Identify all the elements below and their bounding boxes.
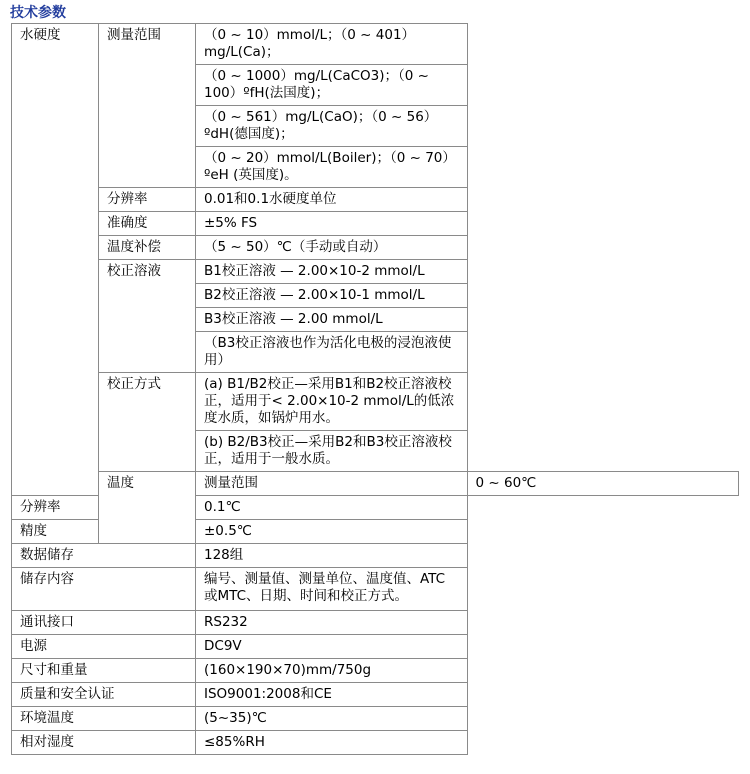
table-row (12, 212, 739, 236)
row-value-power: DC9V (196, 635, 468, 659)
row-label-interface: 通讯接口 (12, 611, 196, 635)
hardness-range-line: （0 ~ 1000）mg/L(CaCO3)；（0 ~ 100）ºfH(法国度)； (196, 65, 468, 106)
table-row (12, 611, 739, 635)
table-row (12, 659, 739, 683)
table-row (12, 260, 739, 284)
row-label-certification: 质量和安全认证 (12, 683, 196, 707)
row-value-interface: RS232 (196, 611, 468, 635)
label-hardness-accuracy: 准确度 (99, 212, 196, 236)
table-row (12, 683, 739, 707)
table-row (12, 24, 739, 65)
label-calibration-solution: 校正溶液 (99, 260, 196, 373)
calibration-method-line: (a) B1/B2校正—采用B1和B2校正溶液校正，适用于< 2.00×10-2 mmol/L的低浓度水质，如锅炉用水。 (196, 373, 468, 431)
label-hardness-range: 测量范围 (99, 24, 196, 188)
temp-compensation-value: （5 ~ 50）℃（手动或自动） (196, 236, 468, 260)
calibration-solution-line: B3校正溶液 — 2.00 mmol/L (196, 308, 468, 332)
table-row (12, 373, 739, 431)
label-hardness-resolution: 分辨率 (99, 188, 196, 212)
calibration-solution-line: B1校正溶液 — 2.00×10-2 mmol/L (196, 260, 468, 284)
row-value-ambient-temp: (5~35)℃ (196, 707, 468, 731)
table-row (12, 707, 739, 731)
table-row (12, 731, 739, 755)
row-header-temperature: 温度 (99, 472, 196, 544)
row-value-humidity: ≤85%RH (196, 731, 468, 755)
hardness-accuracy-value: ±5% FS (196, 212, 468, 236)
calibration-method-line: (b) B2/B3校正—采用B2和B3校正溶液校正，适用于一般水质。 (196, 431, 468, 472)
temperature-range-value: 0 ~ 60℃ (467, 472, 739, 496)
table-row (12, 188, 739, 212)
row-label-storage: 数据储存 (12, 544, 196, 568)
row-value-certification: ISO9001:2008和CE (196, 683, 468, 707)
temperature-precision-value: ±0.5℃ (196, 520, 468, 544)
label-temperature-precision: 精度 (12, 520, 99, 544)
row-label-ambient-temp: 环境温度 (12, 707, 196, 731)
label-temp-compensation: 温度补偿 (99, 236, 196, 260)
row-label-storage-content: 储存内容 (12, 568, 196, 611)
hardness-range-line: （0 ~ 20）mmol/L(Boiler)；（0 ~ 70）ºeH (英国度)。 (196, 147, 468, 188)
hardness-range-line: （0 ~ 561）mg/L(CaO)；（0 ~ 56）ºdH(德国度)； (196, 106, 468, 147)
label-temperature-resolution: 分辨率 (12, 496, 99, 520)
row-value-storage-content: 编号、测量值、测量单位、温度值、ATC或MTC、日期、时间和校正方式。 (196, 568, 468, 611)
table-row (12, 472, 739, 496)
table-row (12, 568, 739, 611)
temperature-resolution-value: 0.1℃ (196, 496, 468, 520)
label-temperature-range: 测量范围 (196, 472, 468, 496)
hardness-range-line: （0 ~ 10）mmol/L；（0 ~ 401）mg/L(Ca)； (196, 24, 468, 65)
row-label-size-weight: 尺寸和重量 (12, 659, 196, 683)
row-label-humidity: 相对湿度 (12, 731, 196, 755)
section-title: 技术参数 (10, 5, 66, 21)
table-row (12, 635, 739, 659)
label-calibration-method: 校正方式 (99, 373, 196, 472)
calibration-solution-line: （B3校正溶液也作为活化电极的浸泡液使用） (196, 332, 468, 373)
row-label-power: 电源 (12, 635, 196, 659)
hardness-resolution-value: 0.01和0.1水硬度单位 (196, 188, 468, 212)
table-row (12, 544, 739, 568)
row-value-size-weight: (160×190×70)mm/750g (196, 659, 468, 683)
spec-table (11, 23, 739, 755)
table-row (12, 236, 739, 260)
calibration-solution-line: B2校正溶液 — 2.00×10-1 mmol/L (196, 284, 468, 308)
row-value-storage: 128组 (196, 544, 468, 568)
row-header-hardness: 水硬度 (12, 24, 99, 496)
